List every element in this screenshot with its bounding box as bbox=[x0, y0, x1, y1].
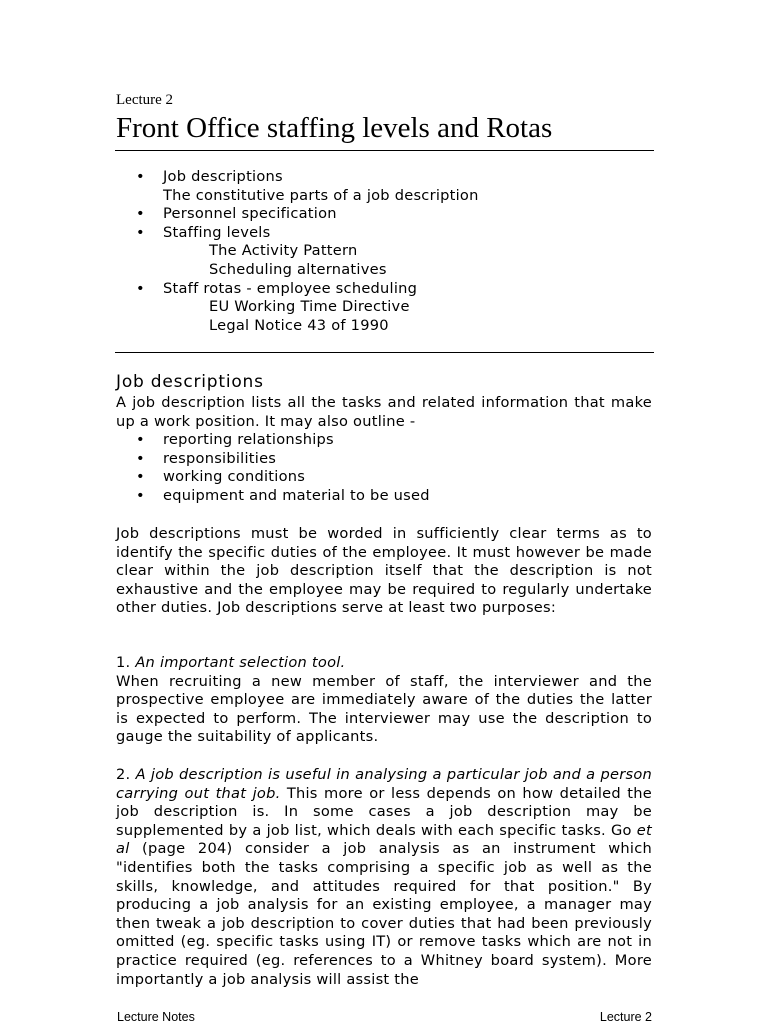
purpose-1-text: When recruiting a new member of staff, the interviewer and the prospective employee are immediately aware of the duties the latter is expected to perform. The interviewer may use the description to gauge the suitability of applicants. bbox=[116, 672, 652, 746]
contents-subitem: Scheduling alternatives bbox=[209, 260, 387, 278]
title-rule bbox=[115, 150, 654, 151]
contents-item bbox=[136, 168, 479, 205]
bullet-icon: • bbox=[136, 431, 145, 448]
outline-item bbox=[136, 487, 430, 506]
bullet-icon: • bbox=[136, 486, 145, 504]
purpose-2-title: A job description is useful in analysing a particular job and a person carrying out that job. bbox=[116, 766, 652, 802]
contents-subitem: EU Working Time Directive bbox=[209, 298, 410, 316]
outline-item-label: responsibilities bbox=[163, 449, 277, 467]
purpose-1-paragraph bbox=[116, 654, 652, 747]
contents-item-label: Staffing levels bbox=[163, 223, 271, 241]
contents-item bbox=[136, 280, 479, 336]
outline-list bbox=[136, 431, 430, 505]
contents-item bbox=[136, 224, 479, 280]
purpose-2-number: 2. bbox=[116, 766, 131, 783]
wording-paragraph: Job descriptions must be worded in sufficiently clear terms as to identify the specific duties of the employee. It must however be made clear within the job description itself that the description is not exhaustive and the employee may be required to regularly undertake other duties. Job descriptions serve at least two purposes: bbox=[116, 525, 652, 617]
outline-item-label: working conditions bbox=[163, 468, 306, 486]
contents-list bbox=[136, 168, 479, 335]
lecture-label: Lecture 2 bbox=[116, 92, 174, 108]
purpose-1-title: An important selection tool. bbox=[135, 654, 346, 671]
contents-item-label: Personnel specification bbox=[163, 205, 337, 223]
contents-subitem: The Activity Pattern bbox=[209, 242, 358, 260]
footer-right: Lecture 2 bbox=[599, 1010, 652, 1024]
bullet-icon: • bbox=[136, 168, 145, 185]
purpose-2-text-b: (page 204) consider a job analysis as an instrument which "identifies both the tasks comprising a specific job as well as the skills, knowledge, and attitudes required for that position." By producing a job analysis for an existing employee, a manager may then tweak a job description to cover duties that had been previously omitted (eg. specific tasks using IT) or remove tasks which are not in practice required (eg. references to a Whitney board system). More importantly a job analysis will assist the bbox=[116, 840, 652, 988]
contents-subitem: The constitutive parts of a job description bbox=[163, 186, 479, 204]
bullet-icon: • bbox=[136, 279, 145, 297]
outline-item bbox=[136, 450, 430, 469]
contents-item-label: Staff rotas - employee scheduling bbox=[163, 279, 418, 297]
section-heading: Job descriptions bbox=[116, 372, 264, 392]
bullet-icon: • bbox=[136, 449, 145, 467]
bullet-icon: • bbox=[136, 205, 145, 223]
contents-subitem: Legal Notice 43 of 1990 bbox=[209, 316, 389, 334]
outline-item-label: reporting relationships bbox=[163, 431, 334, 448]
bullet-icon: • bbox=[136, 468, 145, 486]
footer-left: Lecture Notes bbox=[117, 1010, 195, 1024]
bullet-icon: • bbox=[136, 223, 145, 241]
intro-paragraph: A job description lists all the tasks and related information that make up a work position. It may also outline - bbox=[116, 394, 652, 430]
outline-item bbox=[136, 431, 430, 450]
section-rule bbox=[115, 352, 654, 353]
contents-item-label: Job descriptions bbox=[163, 168, 283, 185]
purpose-2-text-a: This more or less depends on how detailed the job description is. In some cases a job description may be supplemented by a job list, which deals with each specific tasks. Go bbox=[116, 784, 652, 839]
contents-item bbox=[136, 205, 479, 224]
purpose-2-paragraph bbox=[116, 766, 652, 989]
outline-item bbox=[136, 468, 430, 487]
purpose-1-number: 1. bbox=[116, 654, 131, 671]
page-title: Front Office staffing levels and Rotas bbox=[116, 112, 553, 144]
purpose-2-et-al: et al bbox=[116, 821, 652, 858]
outline-item-label: equipment and material to be used bbox=[163, 486, 430, 504]
